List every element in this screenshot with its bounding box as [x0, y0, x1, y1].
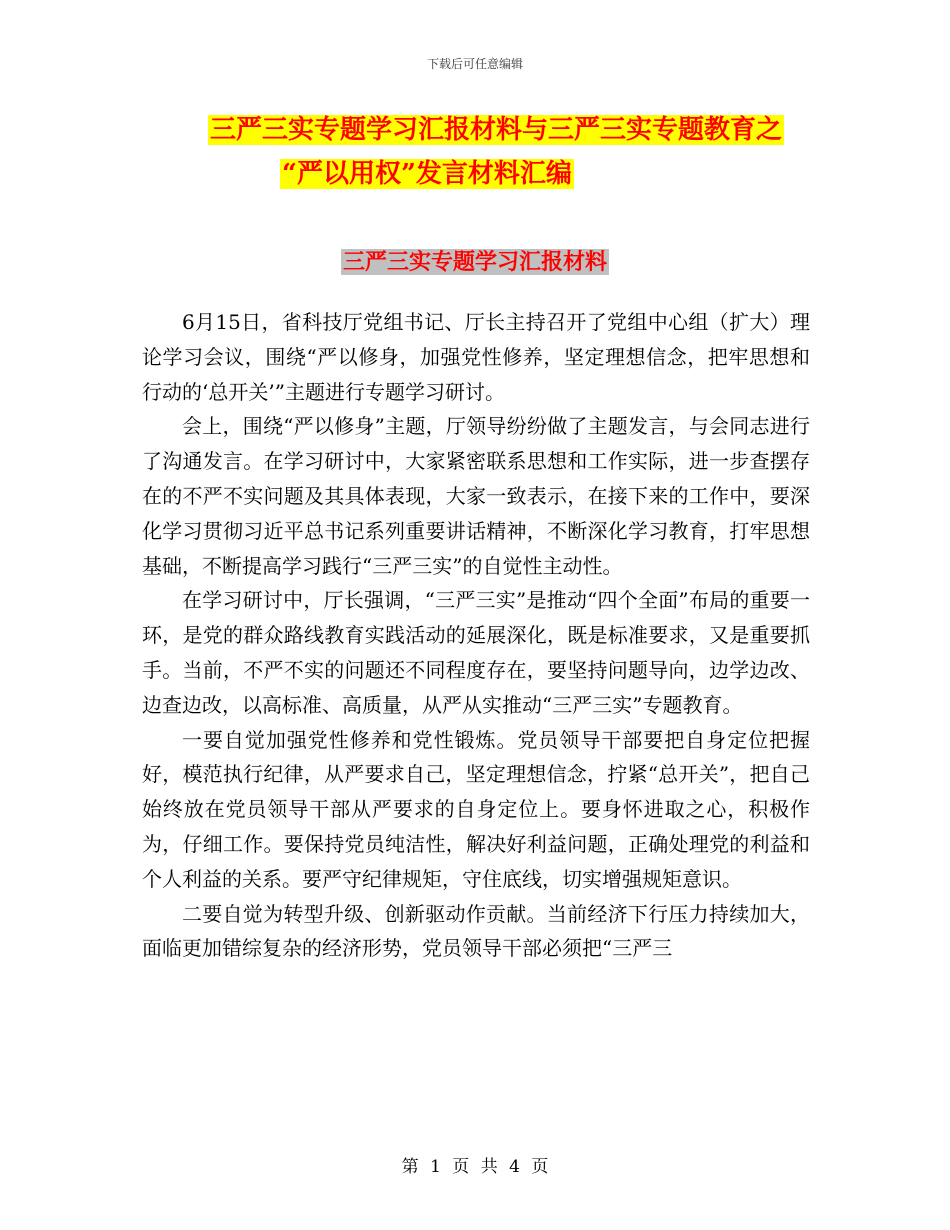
page-header-note: 下载后可任意编辑	[426, 57, 523, 71]
document-title	[140, 108, 860, 196]
body-content	[142, 305, 810, 966]
paragraph-3: 在学习研讨中，厅长强调，“三严三实”是推动“四个全面”布局的重要一环，是党的群众路线教育实践活动的延展深化，既是标准要求，又是重要抓手。当前，不严不实的问题还不同程度存在，要坚持问题导向，边学边改、边查边改，以高标准、高质量，从严从实推动“三严三实”专题教育。	[142, 588, 810, 717]
paragraph-1: 6月15日，省科技厅党组书记、厅长主持召开了党组中心组（扩大）理论学习会议，围绕“严以修身，加强党性修养，坚定理想信念，把牢思想和行动的‘总开关’”主题进行专题学习研讨。	[142, 310, 810, 404]
title-line-1	[140, 108, 860, 152]
section-subtitle-text: 三严三实专题学习汇报材料	[342, 249, 607, 275]
paragraph-5: 二要自觉为转型升级、创新驱动作贡献。当前经济下行压力持续加大，面临更加错综复杂的经济形势，党员领导干部必须把“三严三	[142, 901, 810, 961]
page-number: 第 1 页 共 4 页	[401, 1157, 549, 1177]
section-subtitle	[0, 245, 950, 279]
title-line-1-text: 三严三实专题学习汇报材料与三严三实专题教育之	[210, 115, 783, 145]
paragraph-2: 会上，围绕“严以修身”主题，厅领导纷纷做了主题发言，与会同志进行了沟通发言。在学习研讨中，大家紧密联系思想和工作实际，进一步查摆存在的不严不实问题及其具体表现，大家一致表示，在接下来的工作中，要深化学习贯彻习近平总书记系列重要讲话精神，不断深化学习教育，打牢思想基础，不断提高学习践行“三严三实”的自觉性主动性。	[142, 414, 810, 578]
paragraph-4: 一要自觉加强党性修养和党性锻炼。党员领导干部要把自身定位把握好，模范执行纪律，从严要求自己，坚定理想信念，拧紧“总开关”，把自己始终放在党员领导干部从严要求的自身定位上。要身怀进取之心，积极作为，仔细工作。要保持党员纯洁性，解决好利益问题，正确处理党的利益和个人利益的关系。要严守纪律规矩，守住底线，切实增强规矩意识。	[142, 727, 810, 891]
title-line-2-text: “严以用权”发言材料汇编	[282, 159, 572, 189]
title-line-2	[140, 152, 860, 196]
